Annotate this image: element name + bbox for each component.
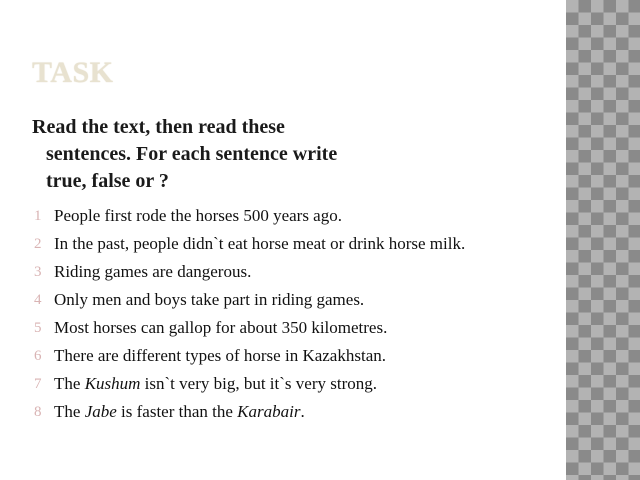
instruction-line-3: true, false or ? (46, 170, 169, 192)
list-item-emphasis: Kushum (84, 374, 141, 393)
list-item-text-part: In the past, people didn`t eat horse meat or drink horse milk. (54, 234, 466, 253)
list-item-emphasis: Jabe (84, 402, 117, 421)
list-item-text-part: is faster than the (116, 402, 238, 421)
instruction-line-2: sentences. For each sentence write (46, 143, 338, 165)
list-item-number: 2 (34, 236, 42, 252)
list-item-text-part: . (300, 402, 305, 421)
decorative-checkered-band (566, 0, 640, 480)
list-item (32, 205, 537, 227)
list-item-text (54, 317, 537, 339)
list-item-number: 7 (34, 376, 42, 392)
list-item-number: 3 (34, 264, 42, 280)
list-item-text-part: Most horses can gallop for about 350 kilometres. (54, 318, 388, 337)
list-item-text-part: Riding games are dangerous. (54, 262, 252, 281)
list-item-number: 5 (34, 320, 42, 336)
list-item-text (54, 373, 537, 395)
list-item-number: 1 (34, 208, 42, 224)
list-item-text-part: People first rode the horses 500 years ago. (54, 206, 342, 225)
list-item (32, 317, 537, 339)
list-item (32, 233, 537, 255)
sentence-list (32, 205, 537, 429)
instruction-text (32, 114, 532, 195)
list-item-number: 6 (34, 348, 42, 364)
list-item (32, 401, 537, 423)
decorative-band-edge (564, 0, 566, 480)
list-item-number: 8 (34, 404, 42, 420)
list-item-text-part: There are different types of horse in Kazakhstan. (54, 346, 386, 365)
list-item-emphasis: Karabair (237, 402, 301, 421)
page-title: TASK (32, 56, 114, 89)
list-item (32, 373, 537, 395)
list-item-text (54, 205, 537, 227)
list-item (32, 261, 537, 283)
list-item-text-part: The (54, 374, 85, 393)
instruction-line-1: Read the text, then read these (32, 116, 285, 138)
list-item-number: 4 (34, 292, 42, 308)
list-item (32, 345, 537, 367)
list-item-text (54, 289, 537, 311)
list-item-text-part: Only men and boys take part in riding games. (54, 290, 365, 309)
list-item-text (54, 261, 537, 283)
list-item-text (54, 345, 537, 367)
list-item-text (54, 233, 537, 255)
list-item-text-part: The (54, 402, 85, 421)
list-item (32, 289, 537, 311)
list-item-text-part: isn`t very big, but it`s very strong. (140, 374, 377, 393)
list-item-text (54, 401, 537, 423)
